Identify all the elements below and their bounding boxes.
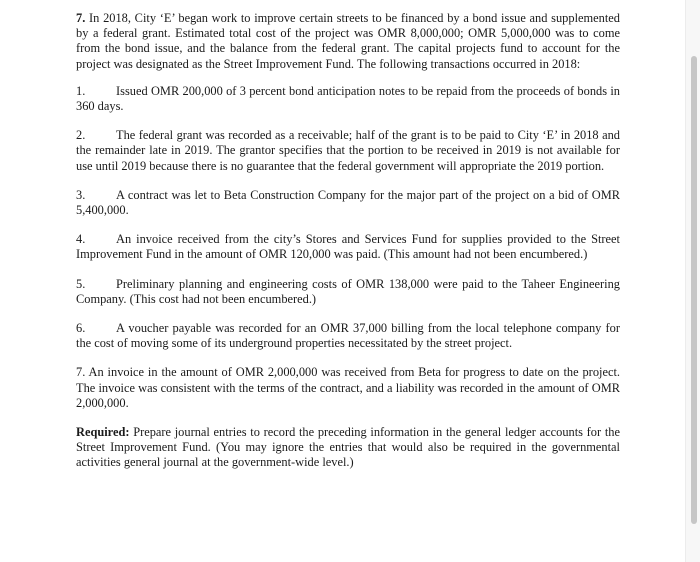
- transaction-text: An invoice received from the city’s Stores and Services Fund for supplies provided to the Street Improvement Fund in the amount of OMR 120,000 was paid. (This amount had not been encumbered.): [76, 232, 620, 262]
- transaction-text: Issued OMR 200,000 of 3 percent bond anticipation notes to be repaid from the proceeds of bonds in 360 days.: [76, 83, 620, 114]
- question-intro-text: In 2018, City ‘E’ began work to improve certain streets to be financed by a bond issue and supplemented by a federal grant. Estimated total cost of the project was OMR 8,000,000; OMR 5,000,000 was to come from the bond issue, and the balance from the federal grant. The capital projects fund to account for the project was designated as the Street Improvement Fund. The following transactions occurred in 2018:: [76, 11, 620, 71]
- vertical-scrollbar[interactable]: [685, 0, 700, 562]
- question-number: 7.: [76, 11, 86, 25]
- scrollbar-thumb[interactable]: [691, 56, 697, 524]
- transaction-item-5: [76, 277, 620, 307]
- transaction-number: 6.: [76, 321, 86, 336]
- required-section: [76, 425, 620, 471]
- transaction-item-3: [76, 188, 620, 218]
- transaction-number: 3.: [76, 187, 86, 202]
- question-intro: [76, 11, 620, 72]
- transaction-text: A voucher payable was recorded for an OMR 37,000 billing from the local telephone company for the cost of moving some of its underground properties necessitated by the street project.: [76, 321, 620, 351]
- transaction-number: 2.: [76, 128, 86, 143]
- transaction-text: The federal grant was recorded as a receivable; half of the grant is to be paid to City ‘E’ in 2018 and the remainder late in 2019. The grantor specifies that the portion to be received in 2019 is not available for use until 2019 because there is no guarantee that the federal government will appropriate the 2019 portion.: [76, 128, 620, 173]
- transaction-number: 5.: [76, 276, 86, 291]
- transaction-item-2: [76, 128, 620, 174]
- transaction-item-6: [76, 321, 620, 351]
- transaction-item-7: [76, 365, 620, 411]
- transaction-item-4: [76, 232, 620, 262]
- question-content: [76, 11, 620, 485]
- transaction-number: 7.: [76, 365, 86, 380]
- transaction-number: 4.: [76, 232, 86, 247]
- required-text: Prepare journal entries to record the preceding information in the general ledger accounts for the Street Improvement Fund. (You may ignore the entries that would also be required in the governmental activities general journal at the government-wide level.): [76, 425, 620, 470]
- transaction-text: A contract was let to Beta Construction Company for the major part of the project on a bid of OMR 5,400,000.: [76, 187, 620, 218]
- transaction-text: An invoice in the amount of OMR 2,000,000 was received from Beta for progress to date on the project. The invoice was consistent with the terms of the contract, and a liability was recorded in the amount of OMR 2,000,000.: [76, 365, 620, 410]
- required-label: Required:: [76, 425, 130, 440]
- transaction-item-1: [76, 84, 620, 114]
- transaction-text: Preliminary planning and engineering costs of OMR 138,000 were paid to the Taheer Engineering Company. (This cost had not been encumbered.): [76, 276, 620, 306]
- transaction-number: 1.: [76, 83, 86, 98]
